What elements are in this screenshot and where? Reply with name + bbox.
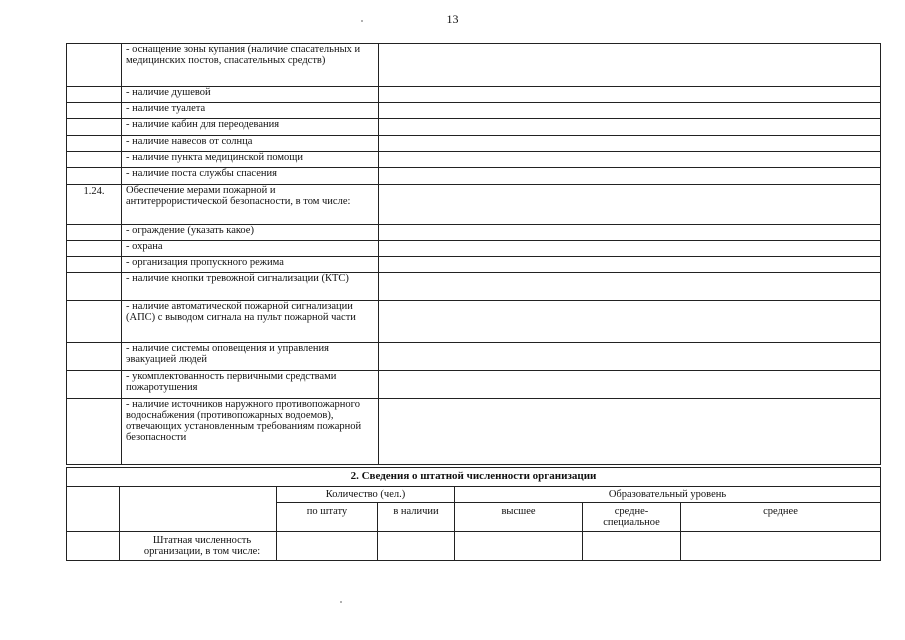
item-value [379, 371, 881, 399]
item-label: - наличие поста службы спасения [122, 168, 379, 185]
checklist-row [67, 399, 881, 465]
item-value [379, 168, 881, 185]
checklist-row [67, 136, 881, 152]
item-value [379, 103, 881, 119]
staff-label-header-cell [120, 487, 277, 532]
item-label: - наличие источников наружного противопожарного водоснабжения (противопожарных водоемов), отвечающих установленным требованиям пожарной безопасности [122, 399, 379, 465]
col-header-secondary-special: средне-специальное [583, 503, 681, 532]
col-header-secondary: среднее [681, 503, 881, 532]
item-label: Обеспечение мерами пожарной и антитеррористической безопасности, в том числе: [122, 185, 379, 225]
item-number [67, 399, 122, 465]
staff-num-cell [67, 487, 120, 532]
item-label: - укомплектованность первичными средствами пожаротушения [122, 371, 379, 399]
item-label: - наличие навесов от солнца [122, 136, 379, 152]
item-label: - наличие пункта медицинской помощи [122, 152, 379, 168]
item-value [379, 136, 881, 152]
checklist-row [67, 119, 881, 136]
checklist-row [67, 44, 881, 87]
staff-value-present [378, 532, 455, 561]
checklist-row [67, 343, 881, 371]
education-group-header: Образовательный уровень [455, 487, 881, 503]
staff-row-num-cell [67, 532, 120, 561]
item-label: - наличие душевой [122, 87, 379, 103]
section-title: 2. Сведения о штатной численности организации [67, 468, 881, 487]
scan-speck [340, 601, 342, 603]
item-number [67, 371, 122, 399]
checklist-row [67, 185, 881, 225]
item-label: - наличие кабин для переодевания [122, 119, 379, 136]
item-label: - наличие туалета [122, 103, 379, 119]
item-value [379, 273, 881, 301]
checklist-row [67, 257, 881, 273]
item-value [379, 257, 881, 273]
item-number [67, 168, 122, 185]
item-number [67, 257, 122, 273]
item-value [379, 241, 881, 257]
staff-row-label: Штатная численность организации, в том числе: [120, 532, 277, 561]
checklist-row [67, 273, 881, 301]
col-header-present: в наличии [378, 503, 455, 532]
item-label: - охрана [122, 241, 379, 257]
item-value [379, 185, 881, 225]
item-number [67, 87, 122, 103]
item-label: - наличие автоматической пожарной сигнализации (АПС) с выводом сигнала на пульт пожарной части [122, 301, 379, 343]
item-label: - наличие системы оповещения и управления эвакуацией людей [122, 343, 379, 371]
item-label: - ограждение (указать какое) [122, 225, 379, 241]
staff-value-secondary [681, 532, 881, 561]
item-value [379, 343, 881, 371]
item-value [379, 152, 881, 168]
checklist-row [67, 371, 881, 399]
item-number [67, 273, 122, 301]
item-number: 1.24. [67, 185, 122, 225]
item-number [67, 119, 122, 136]
staff-value-higher [455, 532, 583, 561]
item-label: - наличие кнопки тревожной сигнализации (КТС) [122, 273, 379, 301]
checklist-row [67, 152, 881, 168]
checklist-row [67, 168, 881, 185]
item-value [379, 119, 881, 136]
item-value [379, 87, 881, 103]
safety-checklist-table [66, 43, 881, 465]
item-number [67, 136, 122, 152]
item-label: - организация пропускного режима [122, 257, 379, 273]
staff-value-secondary-special [583, 532, 681, 561]
scan-speck [361, 20, 363, 22]
quantity-group-header: Количество (чел.) [277, 487, 455, 503]
item-label: - оснащение зоны купания (наличие спасательных и медицинских постов, спасательных средств) [122, 44, 379, 87]
checklist-row [67, 103, 881, 119]
col-header-by-staff: по штату [277, 503, 378, 532]
staff-value-by-staff [277, 532, 378, 561]
item-number [67, 343, 122, 371]
checklist-row [67, 241, 881, 257]
item-number [67, 241, 122, 257]
checklist-row [67, 225, 881, 241]
item-number [67, 301, 122, 343]
item-number [67, 225, 122, 241]
checklist-row [67, 87, 881, 103]
item-number [67, 103, 122, 119]
checklist-row [67, 301, 881, 343]
page-number: 13 [446, 12, 459, 26]
item-number [67, 44, 122, 87]
item-value [379, 44, 881, 87]
item-value [379, 225, 881, 241]
col-header-higher: высшее [455, 503, 583, 532]
item-value [379, 301, 881, 343]
staff-table [66, 467, 881, 561]
item-value [379, 399, 881, 465]
item-number [67, 152, 122, 168]
